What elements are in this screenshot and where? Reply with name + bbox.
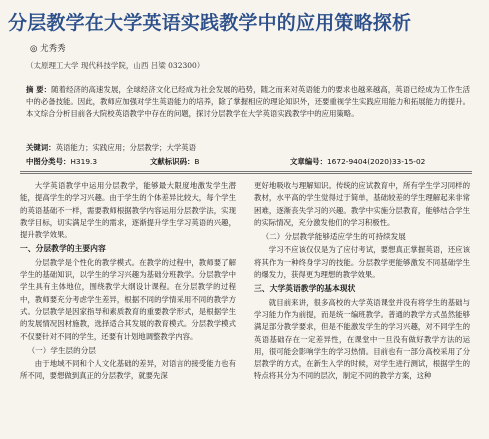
paragraph: 由于地域不同和个人文化基础的差异，对语言的接受能力也有所不同，要想做到真正的分层教学，就要先深 — [20, 359, 236, 381]
paragraph: 就目前来讲，很多高校的大学英语课堂并没有将学生的基础与学习能力作为前提，而是统一编班教学。普通的教学方式虽然能够满足部分教学要求，但是不能激发学生的学习兴趣，对不同学生的英语基础存在一定差异性，在课堂中一旦没有做好教学方法的运用，很可能会影响学生的学习热情。目前也有一部分高校采用了分层教学的方式，在新生入学的时候，对学生进行测试，根据学生的特点将其分为不同的层次，制定不同的教学方案，这种 — [254, 297, 470, 381]
paragraph-continued: 更好地吸收与理解知识。传统的应试教育中，所有学生学习同样的教材，水平高的学生觉得过于简单，基础较差的学生理解起来非常困难，逐渐丧失学习的兴趣。教学中实施分层教育，能够结合学生的实际情况，充分激发他们的学习积极性。 — [254, 181, 470, 227]
header-divider — [20, 171, 472, 172]
keywords-text: 英语能力；实践应用；分层教学；大学英语 — [55, 143, 197, 152]
paragraph: 学习不应该仅仅是为了应付考试，要想真正掌握英语，还应该将其作为一种终身学习的技能。分层教学更能够激发不同基础学生的爆发力，获得更为理想的教学效果。 — [254, 245, 470, 280]
keywords — [26, 142, 196, 153]
doc-label: 文献标识码： — [150, 157, 195, 166]
article-value: 1672-9404(2020)33-15-02 — [326, 157, 426, 166]
article-number — [290, 156, 425, 168]
clc-number — [26, 156, 97, 168]
right-column — [254, 180, 470, 383]
clc-value: H319.3 — [70, 157, 98, 166]
paragraph: 分层教学是个性化的教学模式。在教学的过程中，教师要了解学生的基础知识，以学生的学习兴趣为基础分班教学。分层教学中学生具有主体地位，围绕教学大纲设计课程。在分层教学的过程中，教师要充分考虑学生差异，根据不同的学情采用不同的教学方式。分层教学是因家指导和素质教育的重要教学形式，是根据学生的发展情况因材施教，选择适合其发展的教育模式。分层教学模式不仅要针对不同的学生，还要有计划地调整教学内容。 — [20, 257, 236, 341]
section-heading: 一、分层教学的主要内容 — [20, 244, 106, 254]
paragraph: 大学英语教学中运用分层教学，能够最大限度地激发学生潜能，提高学生的学习兴趣。由于学生的个体差异比较大，每个学生的英语基础不一样，需要教师根据教学内容运用分层教学法，实现教学目标，切实满足学生的需求，逐渐提升学生学习英语的兴趣，提升教学效果。 — [20, 181, 236, 240]
abstract — [26, 84, 470, 119]
header-divider-secondary — [20, 173, 472, 174]
subsection-heading: （二）分层教学能够适应学生的可持续发展 — [261, 232, 406, 242]
subsection-heading: （一）学生层的分层 — [27, 345, 96, 355]
affiliation: （太原理工大学 现代科技学院，山西 吕梁 032300） — [26, 61, 205, 70]
doc-value: B — [194, 157, 200, 166]
article-label: 文章编号： — [290, 157, 327, 166]
clc-label: 中图分类号： — [26, 157, 71, 166]
left-column — [20, 180, 236, 383]
abstract-label: 摘 要： — [26, 85, 52, 94]
abstract-text: 随着经济的高速发展，全球经济文化已经成为社会发展的趋势，随之而来对英语能力的要求也越来越高，英语已经成为工作生活中的必备技能。因此，教师应加强对学生英语能力的培养，除了掌握相应的理论知识外，还要重视学生实践应用能力和拓展能力的提升。本文综合分析目前各大院校英语教学中存在的问题，探讨分层教学在大学英语实践教学中的应用策略。 — [26, 85, 470, 118]
document-code — [150, 156, 199, 168]
keywords-label: 关键词： — [26, 143, 56, 152]
article-title: 分层教学在大学英语实践教学中的应用策略探析 — [8, 12, 412, 34]
section-heading: 三、大学英语教学的基本现状 — [254, 284, 356, 294]
author: ◎ 尤秀秀 — [30, 44, 66, 54]
